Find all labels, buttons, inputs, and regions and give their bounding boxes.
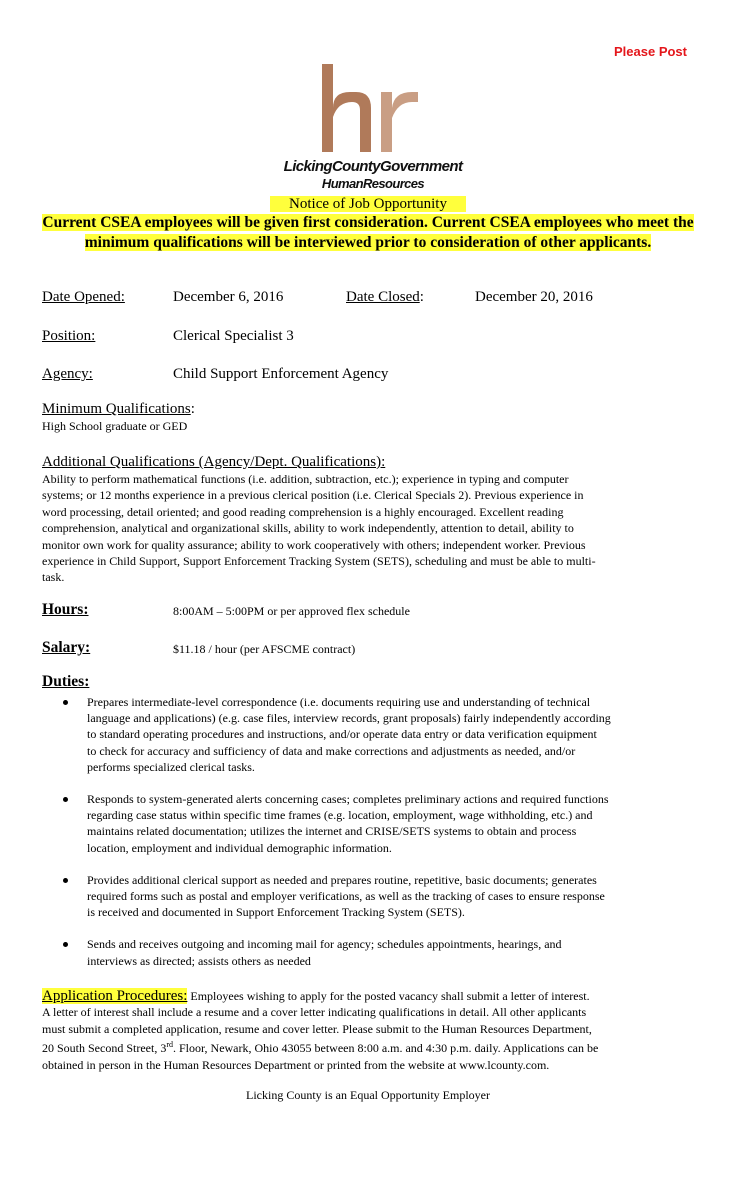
application-line — [42, 988, 722, 1004]
position-label: Position: — [42, 328, 96, 344]
duty-line: Provides additional clerical support as needed and prepares routine, repetitive, basic documents; generates — [87, 872, 597, 887]
application-line — [42, 1037, 722, 1056]
duties-list — [87, 694, 707, 969]
duty-line: to standard operating procedures and instructions, and/or operate data entry or data verification equipment — [87, 727, 597, 742]
additional-line: monitor own work for quality assurance; ability to work cooperatively with others; independent worker. Previous — [42, 537, 586, 552]
duty-line: location, employment and individual demographic information. — [87, 840, 392, 855]
first-consideration-text: Current CSEA employees will be given first consideration. Current CSEA employees who meet the minimum qualifications will be interviewed prior to consideration of other applicants. — [42, 214, 694, 251]
bullet-icon — [63, 878, 68, 883]
additional-line: systems; or 12 months experience in a previous clerical position (i.e. Clerical Specials 2). Previous experience in — [42, 488, 584, 503]
duty-line: language and applications) (e.g. case files, interview records, grant proposals) fairly independently according — [87, 711, 611, 726]
minimum-heading-text: Minimum Qualifications — [42, 401, 191, 417]
date-closed-value: December 20, 2016 — [475, 289, 593, 305]
additional-line: word processing, detail oriented; and good reading comprehension is a highly encouraged. Excellent reading — [42, 504, 564, 519]
application-line4-b: . Floor, Newark, Ohio 43055 between 8:00 a.m. and 4:30 p.m. daily. Applications can be — [173, 1041, 599, 1056]
minimum-text: High School graduate or GED — [42, 419, 188, 433]
bullet-icon — [63, 797, 68, 802]
application-line4-sup: rd — [166, 1040, 173, 1050]
agency-value: Child Support Enforcement Agency — [173, 366, 389, 382]
agency-label: Agency: — [42, 366, 93, 382]
application-procedures — [42, 988, 722, 1073]
notice-title: Notice of Job Opportunity — [270, 196, 466, 212]
hours-label: Hours: — [42, 601, 89, 618]
hr-logo — [280, 62, 466, 192]
duty-item — [87, 694, 707, 775]
first-consideration-banner — [42, 213, 694, 252]
minimum-heading-colon: : — [190, 401, 195, 417]
duties-heading: Duties: — [42, 673, 90, 690]
salary-value: $11.18 / hour (per AFSCME contract) — [173, 642, 356, 656]
application-line4-a: 20 South Second Street, 3 — [42, 1041, 167, 1056]
duty-line: interviews as directed; assists others as needed — [87, 953, 311, 968]
additional-line: task. — [42, 570, 65, 585]
minimum-heading — [42, 401, 195, 418]
duty-line: Responds to system-generated alerts concerning cases; completes preliminary actions and required functions — [87, 792, 609, 807]
duty-item — [87, 936, 707, 968]
additional-text — [42, 471, 702, 586]
date-closed-colon: : — [419, 289, 424, 305]
salary-label: Salary: — [42, 639, 91, 656]
duty-item — [87, 872, 707, 921]
application-heading: Application Procedures: — [42, 988, 188, 1004]
bullet-icon — [63, 700, 68, 705]
logo-org-line2: HumanResources — [321, 176, 425, 191]
duty-item — [87, 791, 707, 856]
hours-value: 8:00AM – 5:00PM or per approved flex schedule — [173, 604, 410, 618]
duty-line: required forms such as postal and employer verifications, as well as the tracking of cases to ensure response — [87, 889, 605, 904]
duty-line: regarding case status within specific time frames (e.g. location, employment, wage withholding, etc.) and — [87, 808, 593, 823]
bullet-icon — [63, 942, 68, 947]
application-line: must submit a completed application, resume and cover letter. Please submit to the Human Resources Department, — [42, 1021, 592, 1036]
date-closed-label-wrap — [346, 289, 424, 306]
position-value: Clerical Specialist 3 — [173, 328, 294, 344]
application-line: obtained in person in the Human Resources Department or printed from the website at www.lcounty.com. — [42, 1057, 550, 1072]
additional-line: comprehension, analytical and organizational skills, ability to work independently, attention to detail, ability to — [42, 521, 574, 536]
duty-line: maintains related documentation; utilizes the internet and CRISE/SETS systems to obtain and process — [87, 824, 577, 839]
additional-heading: Additional Qualifications (Agency/Dept. Qualifications): — [42, 454, 386, 470]
please-post-notice: Please Post — [614, 44, 687, 59]
date-opened-value: December 6, 2016 — [173, 289, 284, 305]
date-opened-label: Date Opened: — [42, 289, 125, 305]
eoe-statement: Licking County is an Equal Opportunity Employer — [246, 1088, 490, 1102]
additional-line: Ability to perform mathematical functions (i.e. addition, subtraction, etc.); experience in typing and computer — [42, 472, 569, 486]
duty-line: is received and documented in Support Enforcement Tracking System (SETS). — [87, 905, 465, 920]
date-closed-label: Date Closed — [346, 289, 420, 305]
duty-line: Prepares intermediate-level correspondence (i.e. documents requiring use and understanding of technical — [87, 695, 591, 709]
duty-line: performs specialized clerical tasks. — [87, 759, 255, 774]
additional-line: experience in Child Support, Support Enforcement Tracking System (SETS), scheduling and must be able to multi- — [42, 554, 596, 569]
application-first-line: Employees wishing to apply for the posted vacancy shall submit a letter of interest. — [187, 989, 590, 1003]
duty-line: to check for accuracy and sufficiency of data and make corrections and adjustments as needed, and/or — [87, 743, 576, 758]
duty-line: Sends and receives outgoing and incoming mail for agency; schedules appointments, hearings, and — [87, 937, 562, 952]
logo-org-line1: LickingCountyGovernment — [283, 158, 463, 175]
application-line: A letter of interest shall include a resume and a cover letter indicating qualifications in detail. All other applicants — [42, 1005, 587, 1020]
